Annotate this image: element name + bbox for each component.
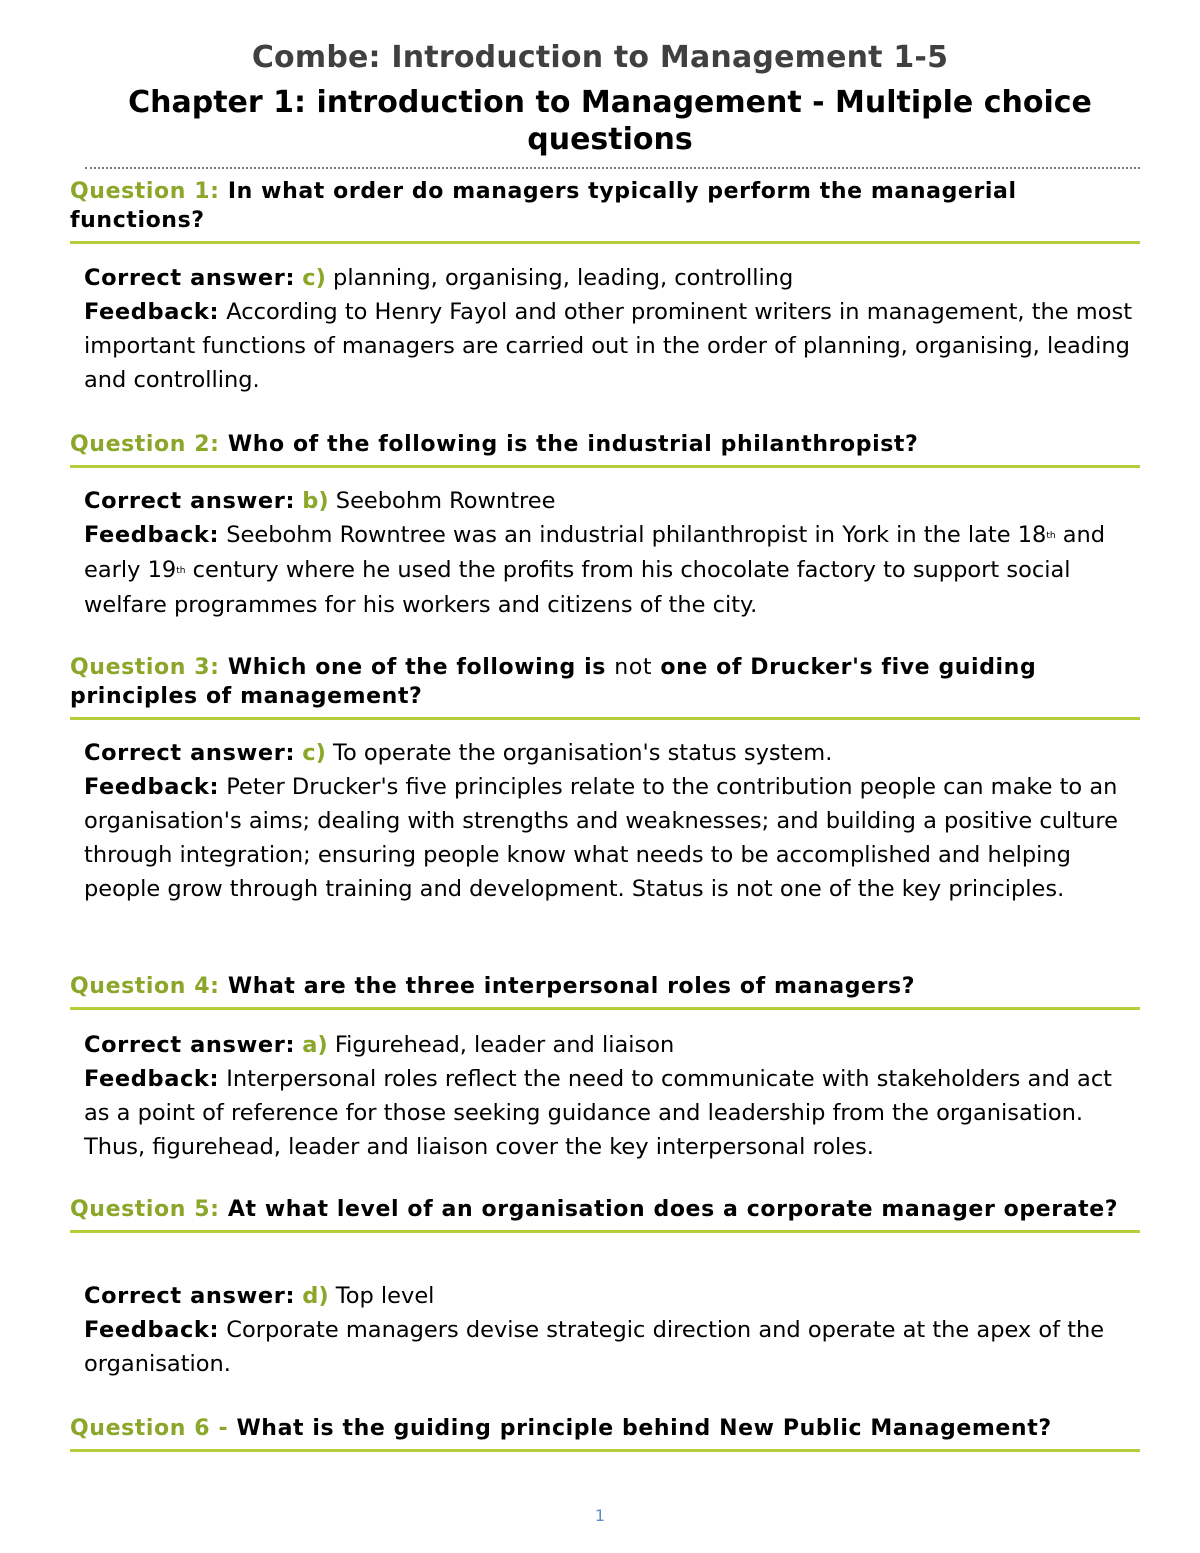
- question-label: Question 3:: [70, 655, 220, 680]
- answer-block-5: [84, 1279, 1144, 1381]
- question-1-text: Question 1: In what order do managers typically perform the managerial functions?: [70, 179, 1017, 233]
- question-label: Question 5:: [70, 1197, 220, 1222]
- feedback: Feedback: According to Henry Fayol and other prominent writers in management, the most important functions of managers are carried out in the order of planning, organising, leading and controlling.: [84, 299, 1133, 393]
- question-divider: [70, 1230, 1140, 1233]
- answer-block-1: [84, 261, 1144, 397]
- question-label: Question 6 -: [70, 1416, 229, 1441]
- question-2-text: Question 2: Who of the following is the industrial philanthropist?: [70, 432, 919, 457]
- feedback: Feedback: Interpersonal roles reflect the need to communicate with stakeholders and act as a point of reference for those seeking guidance and leadership from the organisation. Thus, figurehead, leader and liaison cover the key interpersonal roles.: [84, 1066, 1113, 1160]
- page-number: 1: [594, 1506, 606, 1525]
- question-6-text: Question 6 - What is the guiding principle behind New Public Management?: [70, 1416, 1052, 1441]
- question-label: Question 4:: [70, 974, 220, 999]
- question-5-text: Question 5: At what level of an organisation does a corporate manager operate?: [70, 1197, 1119, 1222]
- question-5: [70, 1195, 1140, 1233]
- correct-answer: Correct answer: b) Seebohm Rowntree: [84, 488, 556, 514]
- question-divider: [70, 241, 1140, 244]
- question-1: [70, 177, 1140, 244]
- question-divider: [70, 1007, 1140, 1010]
- question-4: [70, 972, 1140, 1010]
- question-divider: [70, 717, 1140, 720]
- feedback: Feedback: Seebohm Rowntree was an industrial philanthropist in York in the late 18th and early 19th century where he used the profits from his chocolate factory to support social welfare programmes for his workers and citizens of the city.: [84, 522, 1106, 618]
- question-label: Question 2:: [70, 432, 220, 457]
- answer-block-3: [84, 736, 1144, 906]
- question-4-text: Question 4: What are the three interpersonal roles of managers?: [70, 974, 916, 999]
- answer-block-2: [84, 484, 1144, 622]
- question-divider: [70, 465, 1140, 468]
- question-2: [70, 430, 1140, 468]
- question-6: [70, 1414, 1140, 1452]
- correct-answer: Correct answer: c) To operate the organisation's status system.: [84, 740, 833, 766]
- feedback: Feedback: Peter Drucker's five principles relate to the contribution people can make to an organisation's aims; dealing with strengths and weaknesses; and building a positive culture through integration; ensuring people know what needs to be accomplished and helping people grow through training and development. Status is not one of the key principles.: [84, 774, 1118, 902]
- feedback: Feedback: Corporate managers devise strategic direction and operate at the apex of the organisation.: [84, 1317, 1105, 1377]
- answer-block-4: [84, 1028, 1144, 1164]
- correct-answer: Correct answer: d) Top level: [84, 1283, 435, 1309]
- question-3-text: Question 3: Which one of the following is not one of Drucker's five guiding principles of management?: [70, 655, 1037, 709]
- correct-answer: Correct answer: a) Figurehead, leader and liaison: [84, 1032, 675, 1058]
- question-3: [70, 653, 1140, 720]
- title-divider: [85, 167, 1140, 169]
- question-label: Question 1:: [70, 179, 220, 204]
- correct-answer: Correct answer: c) planning, organising, leading, controlling: [84, 265, 794, 291]
- chapter-title: Chapter 1: introduction to Management - Multiple choice questions: [128, 85, 1092, 157]
- document-title: Combe: Introduction to Management 1-5: [251, 40, 949, 75]
- question-divider: [70, 1449, 1140, 1452]
